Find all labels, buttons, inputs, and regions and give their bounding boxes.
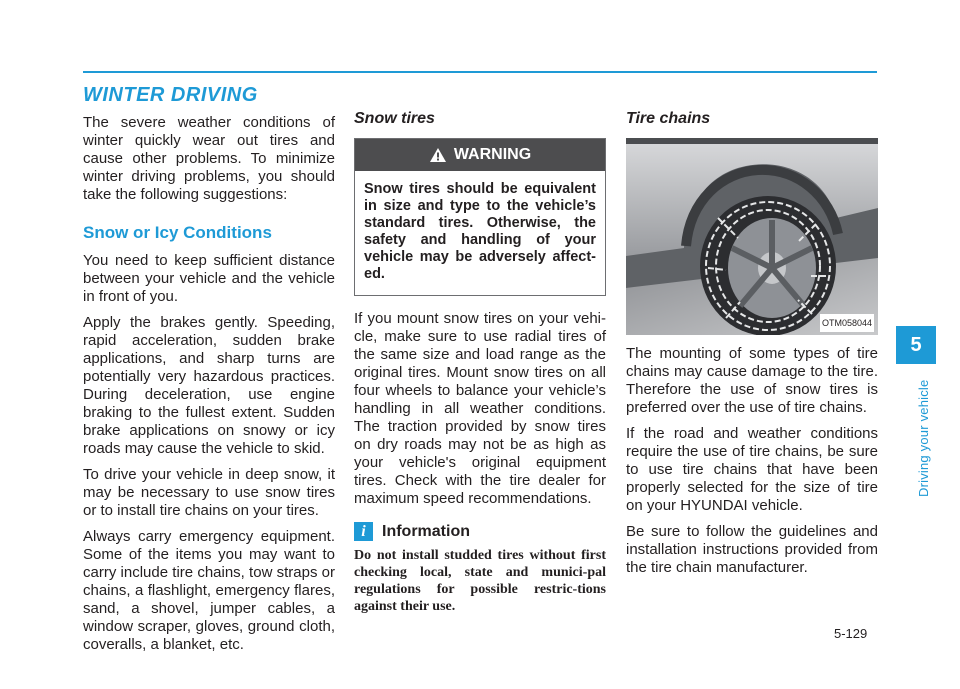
paragraph: Apply the brakes gently. Speeding, rapid acceleration, sudden brake applications, and sharp turns are potentially very hazardous practices. During deceleration, use engine braking to the fullest extent. Sudden brake applications on snowy or icy roads may cause the vehicle to skid. <box>83 314 335 457</box>
paragraph: You need to keep sufficient distance between your vehicle and the vehicle in front of you. <box>83 252 335 305</box>
snow-tires-paragraph: If you mount snow tires on your vehi-cle, make sure to use radial tires of the same size and load range as the original tires. Mount snow tires on all four wheels to balance your vehicle’s handling in all weather conditions. The traction provided by snow tires on dry roads may not be as high as your vehicle's original equipment tires. Check with the tire dealer for maximum speed recommendations. <box>354 310 606 507</box>
tire-chain-illustration <box>626 138 878 335</box>
figure-code: OTM058044 <box>820 314 874 332</box>
paragraph: To drive your vehicle in deep snow, it may be necessary to use snow tires or to install tire chains on your tires. <box>83 466 335 519</box>
information-text: Do not install studded tires without first checking local, state and munici-pal regulations for possible restric-tions against their use. <box>354 548 606 614</box>
paragraph: If the road and weather conditions require the use of tire chains, be sure to use tire chains that have been properly selected for the size of tire on your HYUNDAI vehicle. <box>626 425 878 514</box>
information-title: Information <box>382 522 470 540</box>
tire-chain-image <box>626 138 878 335</box>
snow-tires-heading: Snow tires <box>354 110 435 127</box>
paragraph: The mounting of some types of tire chains may cause damage to the tire. Therefore the use of snow tires is preferred over the use of tire chains. <box>626 345 878 416</box>
paragraph: Be sure to follow the guidelines and installation instructions provided from the tire chain manufacturer. <box>626 523 878 576</box>
intro-paragraph: The severe weather conditions of winter quickly wear out tires and cause other problems. To minimize winter driving problems, you should take the following suggestions: <box>83 114 335 203</box>
snow-icy-heading: Snow or Icy Conditions <box>83 223 272 242</box>
section-title: WINTER DRIVING <box>83 84 258 106</box>
tire-chains-heading: Tire chains <box>626 110 711 127</box>
chapter-number-tab: 5 <box>896 326 936 364</box>
information-header <box>354 522 606 541</box>
info-icon: i <box>354 522 373 541</box>
column-1 <box>83 114 335 662</box>
warning-text: Snow tires should be equivalent in size and type to the vehicle’s standard tires. Otherwise, the safety and handling of your vehicle may be adversely affect-ed. <box>364 181 596 282</box>
paragraph: Always carry emergency equipment. Some of the items you may want to carry include tire chains, tow straps or chains, a flashlight, emergency flares, sand, a shovel, jumper cables, a window scraper, gloves, ground cloth, coveralls, a blanket, etc. <box>83 528 335 653</box>
column-3 <box>626 110 878 585</box>
warning-triangle-icon <box>429 147 447 163</box>
warning-box <box>354 138 606 296</box>
page-number: 5-129 <box>834 626 868 641</box>
warning-label: WARNING <box>453 146 532 163</box>
header-rule <box>83 71 877 73</box>
warning-header <box>355 139 605 171</box>
chapter-label: Driving your vehicle <box>916 379 931 497</box>
column-2 <box>354 110 606 623</box>
